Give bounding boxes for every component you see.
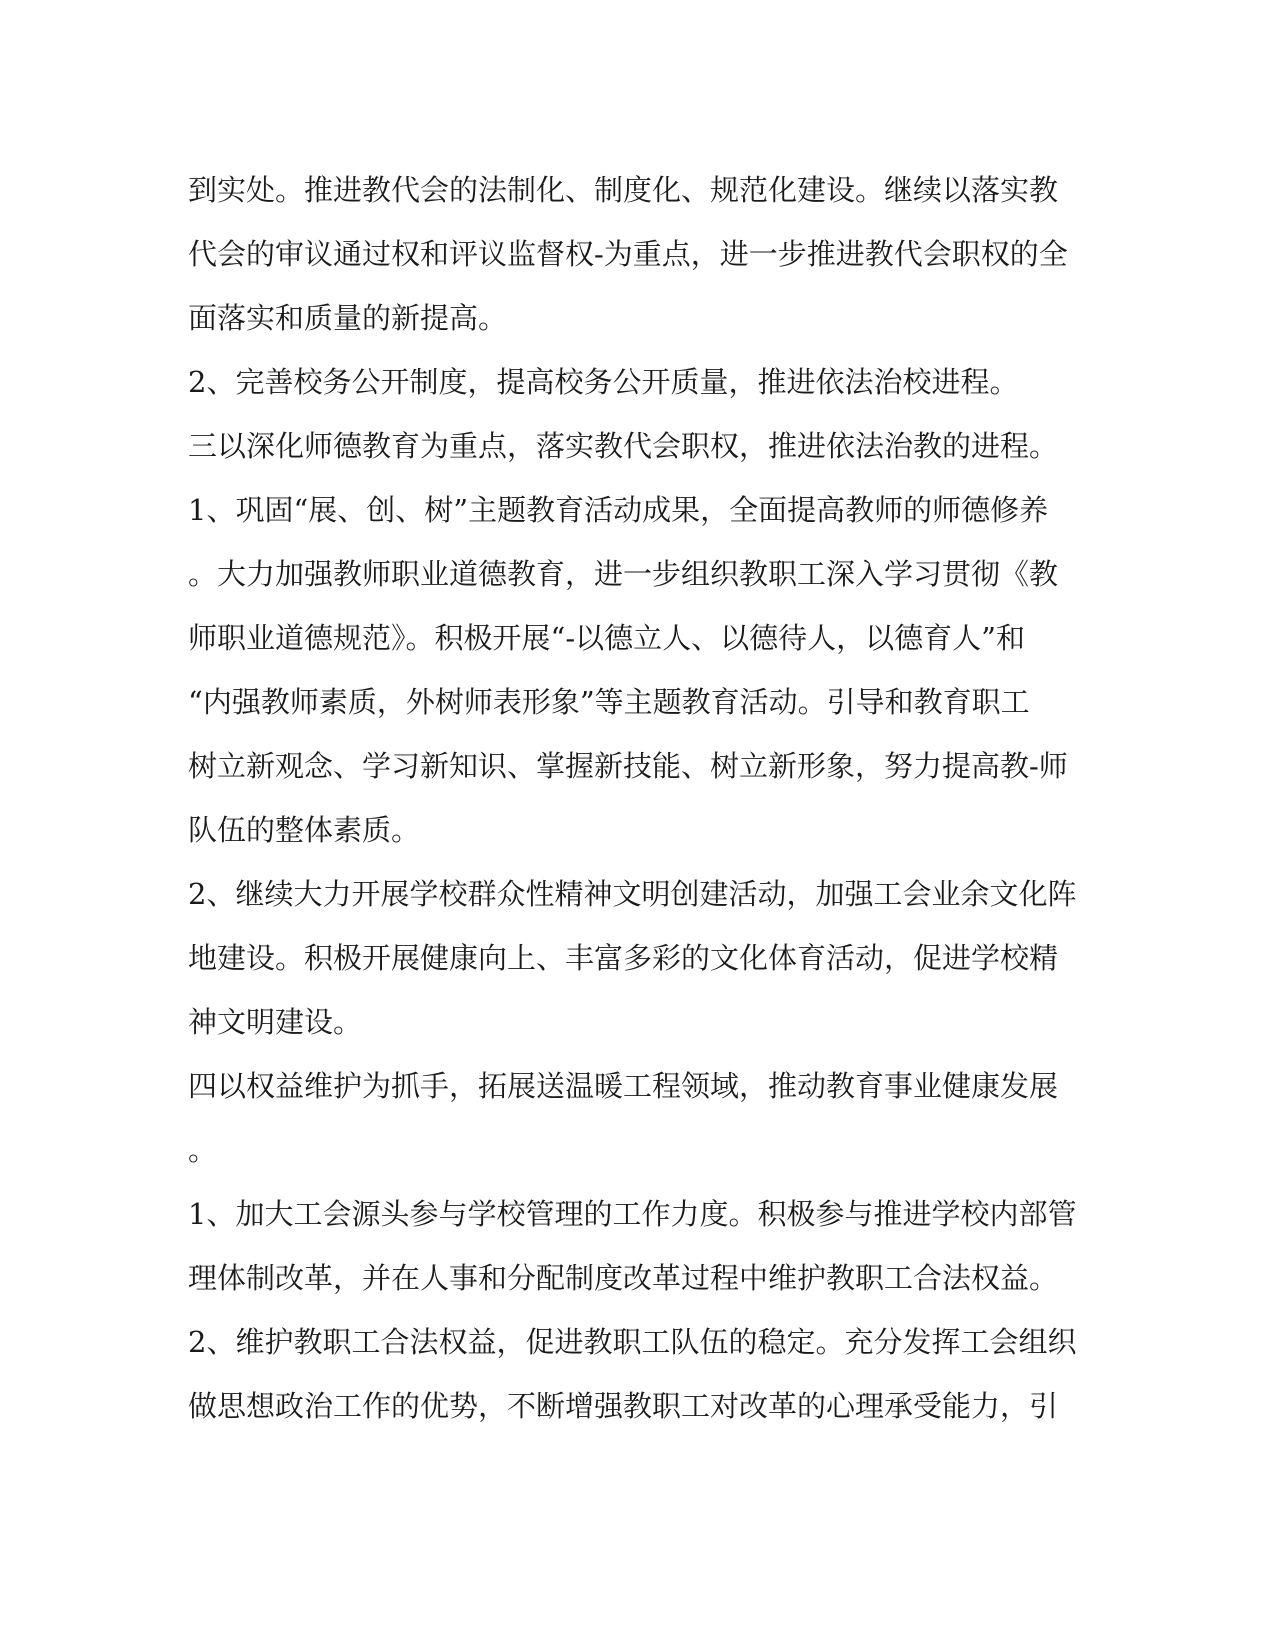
- text-line: 。: [188, 1133, 218, 1167]
- text-line: 代会的审议通过权和评议监督权-为重点，进一步推进教代会职权的全: [188, 237, 1068, 271]
- text-line: 队伍的整体素质。: [188, 813, 421, 847]
- text-line: 三以深化师德教育为重点，落实教代会职权，推进依法治教的进程。: [188, 429, 1059, 463]
- text-line: 树立新观念、学习新知识、掌握新技能、树立新形象，努力提高教-师: [188, 749, 1068, 783]
- text-line: 面落实和质量的新提高。: [188, 301, 508, 335]
- text-line: 四以权益维护为抓手，拓展送温暖工程领域，推动教育事业健康发展: [188, 1069, 1059, 1103]
- text-line: 。大力加强教师职业道德教育，进一步组织教职工深入学习贯彻《教: [188, 557, 1059, 591]
- text-line: 1、加大工会源头参与学校管理的工作力度。积极参与推进学校内部管: [188, 1197, 1077, 1231]
- text-line: 2、维护教职工合法权益，促进教职工队伍的稳定。充分发挥工会组织: [188, 1325, 1077, 1359]
- text-line: 神文明建设。: [188, 1005, 363, 1039]
- text-line: 做思想政治工作的优势，不断增强教职工对改革的心理承受能力，引: [188, 1389, 1059, 1423]
- text-line: “内强教师素质，外树师表形象”等主题教育活动。引导和教育职工: [188, 685, 1030, 719]
- text-line: 到实处。推进教代会的法制化、制度化、规范化建设。继续以落实教: [188, 173, 1059, 207]
- text-line: 地建设。积极开展健康向上、丰富多彩的文化体育活动，促进学校精: [188, 941, 1059, 975]
- body-text: [188, 158, 1078, 1438]
- text-line: 2、继续大力开展学校群众性精神文明创建活动，加强工会业余文化阵: [188, 877, 1077, 911]
- text-line: 理体制改革，并在人事和分配制度改革过程中维护教职工合法权益。: [188, 1261, 1059, 1295]
- text-line: 2、完善校务公开制度，提高校务公开质量，推进依法治校进程。: [188, 365, 1019, 399]
- text-line: 师职业道德规范》。积极开展“-以德立人、以德待人，以德育人”和: [188, 621, 1025, 655]
- text-line: 1、巩固“展、创、树”主题教育活动成果，全面提高教师的师德修养: [188, 493, 1049, 527]
